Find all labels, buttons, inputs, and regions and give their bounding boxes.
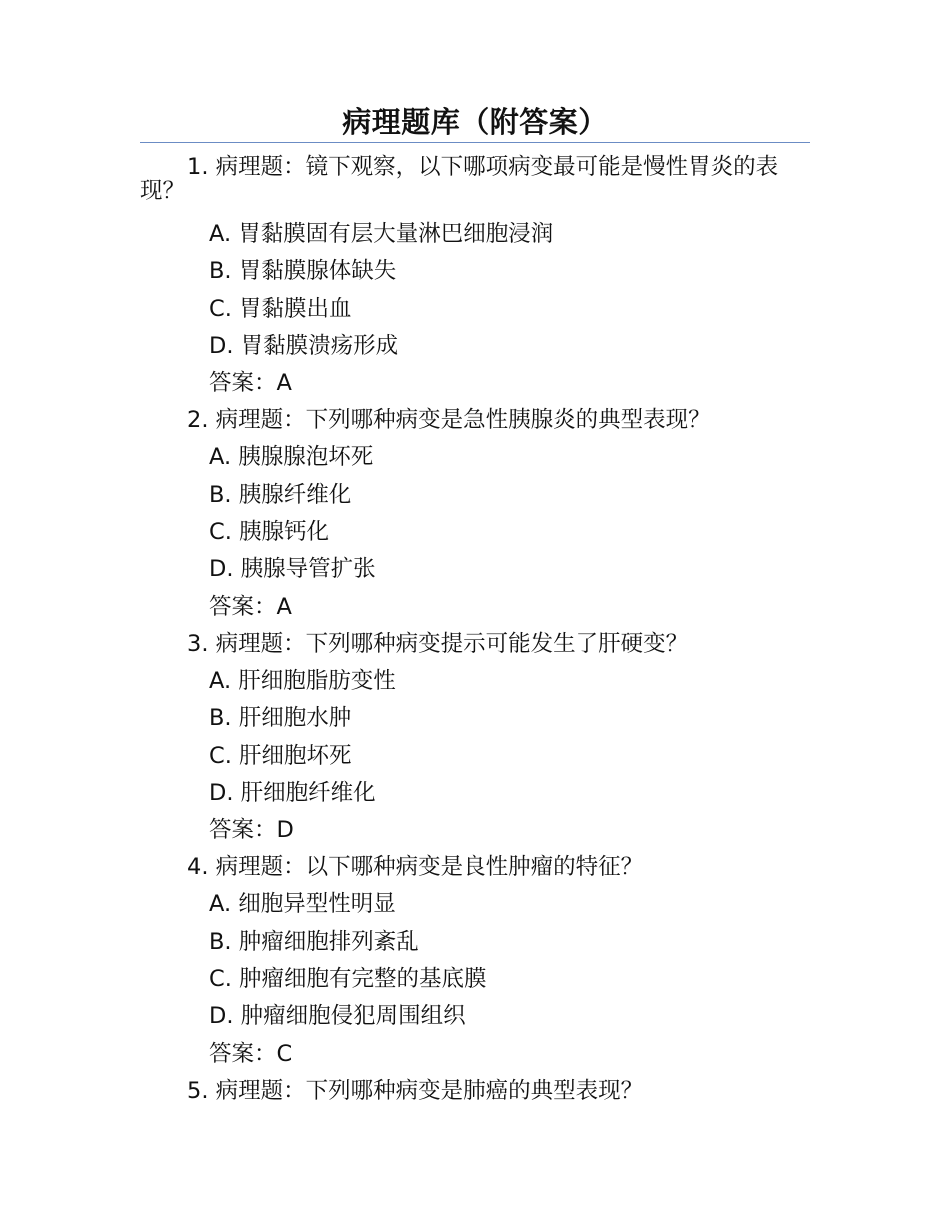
question-list (140, 155, 812, 1110)
option-c: C. 胰腺钙化 (209, 519, 330, 546)
option-a: A. 胃黏膜固有层大量淋巴细胞浸润 (209, 221, 554, 247)
question-4 (140, 849, 812, 1072)
option-b: B. 肝细胞水肿 (209, 705, 352, 732)
answer: 答案：D (209, 817, 294, 844)
answer: 答案：C (209, 1040, 293, 1067)
answer: 答案：A (209, 370, 292, 397)
question-2 (140, 402, 812, 625)
option-b: B. 胰腺纤维化 (209, 481, 352, 508)
option-b: B. 胃黏膜腺体缺失 (209, 258, 397, 285)
question-5 (140, 1073, 812, 1110)
option-a: A. 胰腺腺泡坏死 (209, 444, 374, 471)
title-block (140, 102, 810, 143)
question-text: 5. 病理题：下列哪种病变是肺癌的典型表现？ (187, 1077, 644, 1104)
option-d: D. 胃黏膜溃疡形成 (209, 332, 399, 359)
question-text: 4. 病理题：以下哪种病变是良性肿瘤的特征？ (187, 854, 644, 881)
option-c: C. 肝细胞坏死 (209, 742, 352, 769)
option-c: C. 肿瘤细胞有完整的基底膜 (209, 966, 487, 993)
question-text: 1. 病理题：镜下观察，以下哪项病变最可能是慢性胃炎的表现？ (140, 154, 779, 204)
option-d: D. 肝细胞纤维化 (209, 779, 376, 806)
option-a: A. 肝细胞脂肪变性 (209, 667, 396, 694)
question-text: 2. 病理题：下列哪种病变是急性胰腺炎的典型表现？ (187, 407, 711, 434)
option-b: B. 肿瘤细胞排列紊乱 (209, 928, 419, 955)
question-3 (140, 626, 812, 849)
option-a: A. 细胞异型性明显 (209, 891, 396, 918)
page-title: 病理题库（附答案） (342, 105, 608, 139)
option-d: D. 肿瘤细胞侵犯周围组织 (209, 1003, 466, 1030)
question-text: 3. 病理题：下列哪种病变提示可能发生了肝硬变？ (187, 630, 689, 657)
answer: 答案：A (209, 593, 292, 620)
option-c: C. 胃黏膜出血 (209, 295, 352, 322)
option-d: D. 胰腺导管扩张 (209, 556, 376, 583)
question-1 (140, 155, 812, 402)
